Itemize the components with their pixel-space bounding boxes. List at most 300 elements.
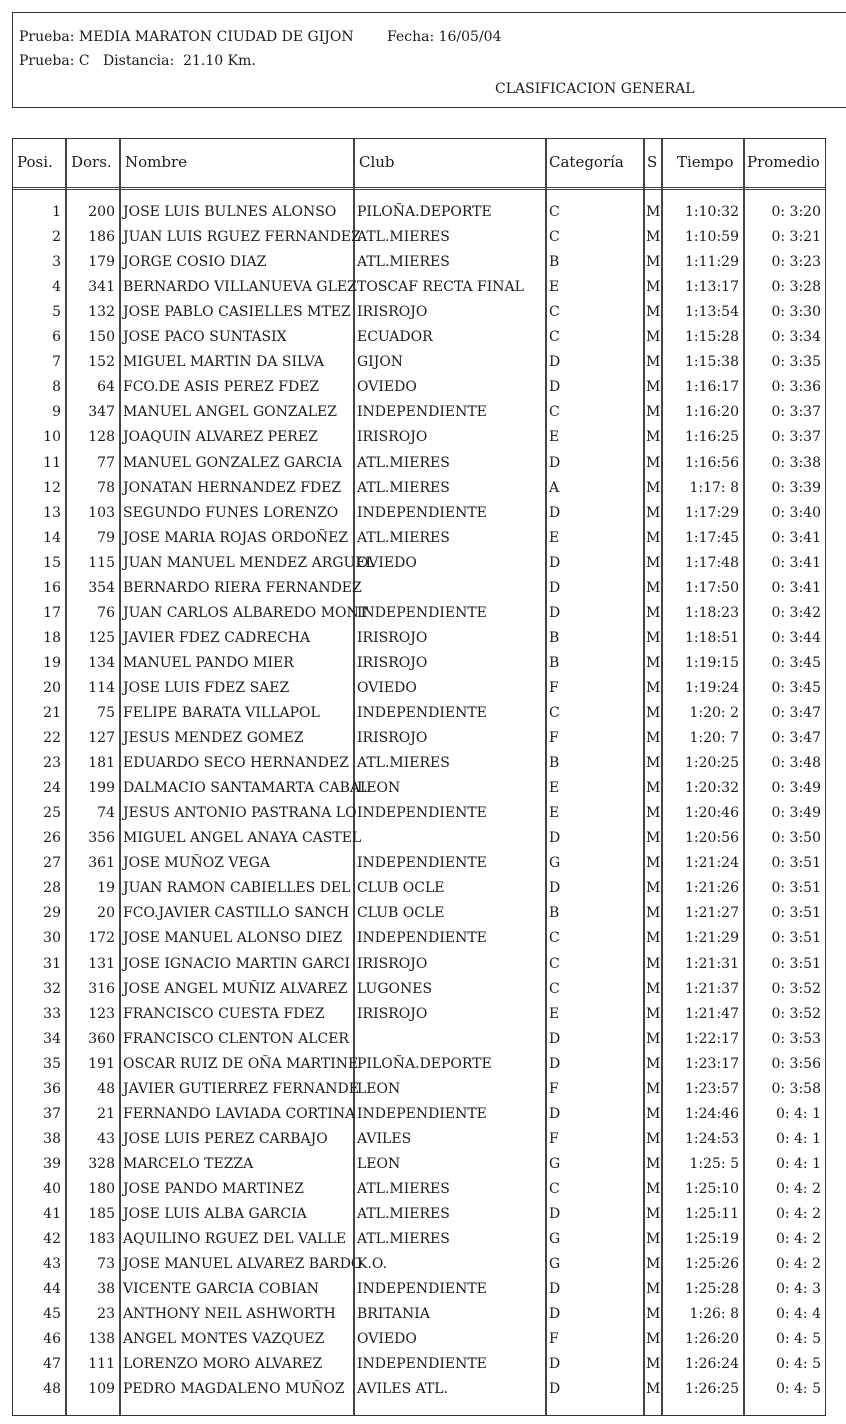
cell-tiempo: 1:23:57 bbox=[685, 1080, 739, 1097]
cell-promedio: 0: 3:52 bbox=[771, 1005, 821, 1022]
cell-tiempo: 1:13:17 bbox=[685, 279, 739, 296]
cell-posi: 43 bbox=[43, 1256, 61, 1273]
cell-dors: 109 bbox=[88, 1381, 115, 1398]
cell-posi: 44 bbox=[43, 1281, 61, 1298]
cell-club: LEON bbox=[357, 1080, 401, 1097]
cell-nombre: SEGUNDO FUNES LORENZO bbox=[123, 504, 339, 521]
cell-posi: 15 bbox=[43, 554, 61, 571]
table-row bbox=[13, 902, 825, 927]
cell-sexo: M bbox=[646, 880, 661, 897]
cell-sexo: M bbox=[646, 1356, 661, 1373]
results-table bbox=[12, 138, 826, 1416]
table-row bbox=[13, 527, 825, 552]
cell-posi: 23 bbox=[43, 755, 61, 772]
cell-promedio: 0: 3:53 bbox=[771, 1030, 821, 1047]
cell-posi: 30 bbox=[43, 930, 61, 947]
table-row bbox=[13, 1103, 825, 1128]
table-row bbox=[13, 1278, 825, 1303]
cell-tiempo: 1:20:46 bbox=[685, 805, 739, 822]
cell-promedio: 0: 3:42 bbox=[771, 604, 821, 621]
cell-categoria: C bbox=[549, 955, 560, 972]
cell-posi: 13 bbox=[43, 504, 61, 521]
cell-dors: 354 bbox=[88, 579, 115, 596]
cell-dors: 20 bbox=[97, 905, 115, 922]
cell-categoria: B bbox=[549, 905, 560, 922]
cell-dors: 76 bbox=[97, 604, 115, 621]
cell-dors: 64 bbox=[97, 379, 115, 396]
cell-categoria: D bbox=[549, 454, 561, 471]
cell-posi: 5 bbox=[52, 304, 61, 321]
cell-nombre: JOSE MUÑOZ VEGA bbox=[123, 855, 271, 872]
cell-promedio: 0: 3:51 bbox=[771, 855, 821, 872]
cell-tiempo: 1:22:17 bbox=[685, 1030, 739, 1047]
cell-promedio: 0: 3:45 bbox=[771, 654, 821, 671]
cell-promedio: 0: 3:41 bbox=[771, 529, 821, 546]
cell-tiempo: 1:17:29 bbox=[685, 504, 739, 521]
cell-sexo: M bbox=[646, 454, 661, 471]
cell-promedio: 0: 3:47 bbox=[771, 730, 821, 747]
cell-club: K.O. bbox=[357, 1256, 388, 1273]
cell-tiempo: 1:16:17 bbox=[685, 379, 739, 396]
cell-categoria: D bbox=[549, 1206, 561, 1222]
cell-promedio: 0: 3:21 bbox=[771, 229, 821, 246]
table-row bbox=[13, 351, 825, 376]
cell-posi: 41 bbox=[43, 1206, 61, 1222]
table-row bbox=[13, 226, 825, 251]
cell-dors: 316 bbox=[88, 980, 115, 997]
cell-tiempo: 1:15:28 bbox=[685, 329, 739, 346]
cell-sexo: M bbox=[646, 1030, 661, 1047]
cell-nombre: MARCELO TEZZA bbox=[123, 1155, 254, 1172]
cell-posi: 17 bbox=[43, 604, 61, 621]
cell-categoria: F bbox=[549, 679, 559, 696]
cell-club: TOSCAF RECTA FINAL bbox=[357, 279, 524, 296]
cell-dors: 132 bbox=[88, 304, 115, 321]
cell-promedio: 0: 3:51 bbox=[771, 930, 821, 947]
cell-sexo: M bbox=[646, 429, 661, 446]
cell-nombre: FCO.DE ASIS PEREZ FDEZ bbox=[123, 379, 320, 396]
cell-club: LEON bbox=[357, 780, 401, 797]
cell-nombre: DALMACIO SANTAMARTA CABAL bbox=[123, 780, 370, 797]
cell-tiempo: 1:25:19 bbox=[685, 1231, 739, 1248]
cell-dors: 48 bbox=[97, 1080, 115, 1097]
cell-sexo: M bbox=[646, 604, 661, 621]
cell-club: ATL.MIERES bbox=[357, 454, 450, 471]
cell-club: INDEPENDIENTE bbox=[357, 604, 487, 621]
cell-club: BRITANIA bbox=[357, 1306, 430, 1323]
cell-sexo: M bbox=[646, 1180, 661, 1197]
cell-club: ATL.MIERES bbox=[357, 479, 450, 496]
cell-dors: 128 bbox=[88, 429, 115, 446]
cell-dors: 150 bbox=[88, 329, 115, 346]
cell-nombre: JOSE PACO SUNTASIX bbox=[123, 329, 287, 346]
cell-tiempo: 1:20: 2 bbox=[689, 705, 739, 721]
cell-promedio: 0: 3:37 bbox=[771, 429, 821, 446]
cell-posi: 27 bbox=[43, 855, 61, 872]
cell-promedio: 0: 4: 2 bbox=[775, 1231, 821, 1248]
cell-dors: 183 bbox=[88, 1231, 115, 1248]
cell-sexo: M bbox=[646, 254, 661, 271]
cell-club: PILOÑA.DEPORTE bbox=[357, 204, 492, 220]
cell-tiempo: 1:19:15 bbox=[685, 654, 739, 671]
cell-posi: 42 bbox=[43, 1231, 61, 1248]
cell-sexo: M bbox=[646, 705, 661, 721]
table-row bbox=[13, 1153, 825, 1178]
table-row bbox=[13, 1353, 825, 1378]
cell-club: ECUADOR bbox=[357, 329, 433, 346]
cell-sexo: M bbox=[646, 379, 661, 396]
cell-sexo: M bbox=[646, 579, 661, 596]
cell-nombre: MIGUEL MARTIN DA SILVA bbox=[123, 354, 324, 371]
table-row bbox=[13, 802, 825, 827]
table-row bbox=[13, 627, 825, 652]
cell-dors: 78 bbox=[97, 479, 115, 496]
cell-nombre: MANUEL GONZALEZ GARCIA bbox=[123, 454, 343, 471]
cell-club: AVILES ATL. bbox=[357, 1381, 449, 1398]
cell-tiempo: 1:21:26 bbox=[685, 880, 739, 897]
cell-dors: 186 bbox=[88, 229, 115, 246]
cell-dors: 199 bbox=[88, 780, 115, 797]
cell-nombre: JORGE COSIO DIAZ bbox=[123, 254, 267, 271]
cell-dors: 341 bbox=[88, 279, 115, 296]
cell-nombre: JONATAN HERNANDEZ FDEZ bbox=[123, 479, 342, 496]
cell-dors: 125 bbox=[88, 629, 115, 646]
cell-club: PILOÑA.DEPORTE bbox=[357, 1055, 492, 1072]
cell-tiempo: 1:25:10 bbox=[685, 1180, 739, 1197]
table-row bbox=[13, 652, 825, 677]
cell-promedio: 0: 3:20 bbox=[771, 204, 821, 220]
cell-dors: 134 bbox=[88, 654, 115, 671]
cell-nombre: BERNARDO RIERA FERNANDEZ bbox=[123, 579, 362, 596]
cell-nombre: JOSE MARIA ROJAS ORDOÑEZ bbox=[123, 529, 349, 546]
cell-nombre: JOSE IGNACIO MARTIN GARCI bbox=[123, 955, 350, 972]
table-row bbox=[13, 426, 825, 451]
cell-categoria: F bbox=[549, 1130, 559, 1147]
cell-categoria: F bbox=[549, 730, 559, 747]
cell-club: INDEPENDIENTE bbox=[357, 855, 487, 872]
header-dors: Dors. bbox=[71, 153, 112, 171]
cell-sexo: M bbox=[646, 229, 661, 246]
cell-nombre: JOSE MANUEL ALONSO DIEZ bbox=[123, 930, 343, 947]
cell-nombre: JUAN RAMON CABIELLES DEL bbox=[123, 880, 351, 897]
cell-posi: 1 bbox=[52, 204, 61, 220]
cell-dors: 23 bbox=[97, 1306, 115, 1323]
table-row bbox=[13, 727, 825, 752]
cell-club: IRISROJO bbox=[357, 304, 428, 321]
cell-club: INDEPENDIENTE bbox=[357, 705, 487, 721]
cell-promedio: 0: 3:34 bbox=[771, 329, 821, 346]
table-row bbox=[13, 201, 825, 226]
cell-categoria: C bbox=[549, 404, 560, 421]
cell-posi: 7 bbox=[52, 354, 61, 371]
cell-categoria: D bbox=[549, 1105, 561, 1122]
cell-club: IRISROJO bbox=[357, 1005, 428, 1022]
cell-dors: 114 bbox=[88, 679, 115, 696]
cell-sexo: M bbox=[646, 1281, 661, 1298]
cell-nombre: OSCAR RUIZ DE OÑA MARTINE bbox=[123, 1055, 359, 1072]
cell-nombre: FRANCISCO CLENTON ALCER bbox=[123, 1030, 349, 1047]
classification-title: CLASIFICACION GENERAL bbox=[495, 81, 695, 97]
cell-club: ATL.MIERES bbox=[357, 254, 450, 271]
table-row bbox=[13, 1053, 825, 1078]
cell-dors: 356 bbox=[88, 830, 115, 847]
cell-sexo: M bbox=[646, 679, 661, 696]
cell-nombre: EDUARDO SECO HERNANDEZ bbox=[123, 755, 349, 772]
cell-promedio: 0: 3:51 bbox=[771, 905, 821, 922]
cell-club: IRISROJO bbox=[357, 629, 428, 646]
cell-club: INDEPENDIENTE bbox=[357, 1105, 487, 1122]
cell-tiempo: 1:20:25 bbox=[685, 755, 739, 772]
cell-promedio: 0: 4: 5 bbox=[775, 1356, 821, 1373]
cell-tiempo: 1:25:11 bbox=[685, 1206, 739, 1222]
table-row bbox=[13, 552, 825, 577]
cell-tiempo: 1:21:29 bbox=[685, 930, 739, 947]
cell-dors: 123 bbox=[88, 1005, 115, 1022]
table-row bbox=[13, 1303, 825, 1328]
cell-categoria: D bbox=[549, 880, 561, 897]
cell-sexo: M bbox=[646, 805, 661, 822]
cell-dors: 361 bbox=[88, 855, 115, 872]
cell-club: INDEPENDIENTE bbox=[357, 1356, 487, 1373]
table-row bbox=[13, 1253, 825, 1278]
cell-club: INDEPENDIENTE bbox=[357, 504, 487, 521]
cell-tiempo: 1:13:54 bbox=[685, 304, 739, 321]
cell-tiempo: 1:21:24 bbox=[685, 855, 739, 872]
cell-tiempo: 1:10:59 bbox=[685, 229, 739, 246]
cell-dors: 111 bbox=[88, 1356, 115, 1373]
cell-tiempo: 1:25: 5 bbox=[689, 1155, 739, 1172]
cell-posi: 28 bbox=[43, 880, 61, 897]
cell-dors: 74 bbox=[97, 805, 115, 822]
cell-nombre: JOSE PABLO CASIELLES MTEZ bbox=[123, 304, 351, 321]
cell-dors: 127 bbox=[88, 730, 115, 747]
cell-categoria: C bbox=[549, 204, 560, 220]
cell-club: ATL.MIERES bbox=[357, 1180, 450, 1197]
cell-dors: 185 bbox=[88, 1206, 115, 1222]
cell-tiempo: 1:20:56 bbox=[685, 830, 739, 847]
cell-posi: 34 bbox=[43, 1030, 61, 1047]
cell-promedio: 0: 3:51 bbox=[771, 955, 821, 972]
cell-tiempo: 1:26:20 bbox=[685, 1331, 739, 1348]
cell-categoria: F bbox=[549, 1080, 559, 1097]
cell-promedio: 0: 4: 5 bbox=[775, 1381, 821, 1398]
cell-dors: 21 bbox=[97, 1105, 115, 1122]
cell-nombre: JOSE LUIS FDEZ SAEZ bbox=[123, 679, 290, 696]
cell-tiempo: 1:16:56 bbox=[685, 454, 739, 471]
cell-promedio: 0: 3:51 bbox=[771, 880, 821, 897]
cell-nombre: JOSE LUIS BULNES ALONSO bbox=[123, 204, 337, 220]
table-row bbox=[13, 452, 825, 477]
cell-promedio: 0: 3:30 bbox=[771, 304, 821, 321]
cell-categoria: B bbox=[549, 654, 560, 671]
cell-dors: 181 bbox=[88, 755, 115, 772]
cell-dors: 360 bbox=[88, 1030, 115, 1047]
cell-tiempo: 1:21:47 bbox=[685, 1005, 739, 1022]
cell-sexo: M bbox=[646, 755, 661, 772]
cell-nombre: JOSE LUIS PEREZ CARBAJO bbox=[123, 1130, 328, 1147]
table-row bbox=[13, 1003, 825, 1028]
cell-tiempo: 1:17: 8 bbox=[689, 479, 739, 496]
cell-posi: 12 bbox=[43, 479, 61, 496]
cell-posi: 46 bbox=[43, 1331, 61, 1348]
cell-promedio: 0: 3:49 bbox=[771, 780, 821, 797]
cell-nombre: ANTHONY NEIL ASHWORTH bbox=[123, 1306, 336, 1323]
table-row bbox=[13, 602, 825, 627]
cell-sexo: M bbox=[646, 204, 661, 220]
table-row bbox=[13, 1328, 825, 1353]
cell-nombre: JOSE LUIS ALBA GARCIA bbox=[123, 1206, 307, 1222]
cell-posi: 29 bbox=[43, 905, 61, 922]
cell-categoria: D bbox=[549, 354, 561, 371]
cell-promedio: 0: 3:45 bbox=[771, 679, 821, 696]
cell-club: IRISROJO bbox=[357, 654, 428, 671]
cell-sexo: M bbox=[646, 354, 661, 371]
cell-categoria: G bbox=[549, 1231, 561, 1248]
cell-posi: 48 bbox=[43, 1381, 61, 1398]
cell-sexo: M bbox=[646, 1231, 661, 1248]
table-row bbox=[13, 1228, 825, 1253]
cell-categoria: F bbox=[549, 1331, 559, 1348]
cell-posi: 19 bbox=[43, 654, 61, 671]
cell-promedio: 0: 4: 2 bbox=[775, 1180, 821, 1197]
cell-sexo: M bbox=[646, 1306, 661, 1323]
cell-nombre: JOSE MANUEL ALVAREZ BARDO bbox=[123, 1256, 363, 1273]
cell-categoria: D bbox=[549, 1356, 561, 1373]
cell-categoria: D bbox=[549, 579, 561, 596]
cell-promedio: 0: 3:40 bbox=[771, 504, 821, 521]
cell-dors: 138 bbox=[88, 1331, 115, 1348]
cell-dors: 180 bbox=[88, 1180, 115, 1197]
race-header bbox=[12, 12, 846, 108]
cell-posi: 45 bbox=[43, 1306, 61, 1323]
cell-sexo: M bbox=[646, 279, 661, 296]
cell-promedio: 0: 3:23 bbox=[771, 254, 821, 271]
cell-sexo: M bbox=[646, 329, 661, 346]
cell-nombre: BERNARDO VILLANUEVA GLEZ bbox=[123, 279, 357, 296]
cell-categoria: D bbox=[549, 604, 561, 621]
cell-posi: 22 bbox=[43, 730, 61, 747]
cell-tiempo: 1:26: 8 bbox=[689, 1306, 739, 1323]
cell-sexo: M bbox=[646, 730, 661, 747]
table-row bbox=[13, 852, 825, 877]
table-row bbox=[13, 953, 825, 978]
cell-dors: 152 bbox=[88, 354, 115, 371]
cell-nombre: PEDRO MAGDALENO MUÑOZ bbox=[123, 1381, 345, 1398]
cell-categoria: D bbox=[549, 830, 561, 847]
cell-categoria: D bbox=[549, 1381, 561, 1398]
cell-club: OVIEDO bbox=[357, 679, 417, 696]
cell-promedio: 0: 3:44 bbox=[771, 629, 821, 646]
cell-sexo: M bbox=[646, 930, 661, 947]
cell-nombre: FELIPE BARATA VILLAPOL bbox=[123, 705, 320, 721]
cell-dors: 172 bbox=[88, 930, 115, 947]
table-row bbox=[13, 326, 825, 351]
cell-dors: 115 bbox=[88, 554, 115, 571]
cell-club: INDEPENDIENTE bbox=[357, 404, 487, 421]
cell-tiempo: 1:17:48 bbox=[685, 554, 739, 571]
header-promedio: Promedio bbox=[747, 153, 820, 171]
cell-dors: 75 bbox=[97, 705, 115, 721]
cell-posi: 47 bbox=[43, 1356, 61, 1373]
cell-promedio: 0: 4: 1 bbox=[775, 1155, 821, 1172]
table-row bbox=[13, 401, 825, 426]
cell-sexo: M bbox=[646, 654, 661, 671]
table-row bbox=[13, 777, 825, 802]
cell-posi: 2 bbox=[52, 229, 61, 246]
race-name: Prueba: MEDIA MARATON CIUDAD DE GIJON bbox=[19, 29, 354, 45]
table-row bbox=[13, 702, 825, 727]
cell-nombre: JUAN CARLOS ALBAREDO MONT bbox=[123, 604, 369, 621]
cell-sexo: M bbox=[646, 1331, 661, 1348]
cell-categoria: D bbox=[549, 379, 561, 396]
cell-nombre: MANUEL PANDO MIER bbox=[123, 654, 294, 671]
cell-categoria: G bbox=[549, 855, 561, 872]
cell-club: ATL.MIERES bbox=[357, 1231, 450, 1248]
cell-categoria: B bbox=[549, 254, 560, 271]
cell-dors: 191 bbox=[88, 1055, 115, 1072]
table-row bbox=[13, 1378, 825, 1403]
cell-categoria: E bbox=[549, 279, 560, 296]
cell-categoria: A bbox=[549, 479, 560, 496]
header-club: Club bbox=[359, 153, 395, 171]
cell-sexo: M bbox=[646, 1256, 661, 1273]
cell-tiempo: 1:16:25 bbox=[685, 429, 739, 446]
table-row bbox=[13, 276, 825, 301]
cell-sexo: M bbox=[646, 479, 661, 496]
cell-promedio: 0: 3:38 bbox=[771, 454, 821, 471]
cell-promedio: 0: 3:56 bbox=[771, 1055, 821, 1072]
cell-club: INDEPENDIENTE bbox=[357, 1281, 487, 1298]
cell-promedio: 0: 3:41 bbox=[771, 579, 821, 596]
cell-sexo: M bbox=[646, 1080, 661, 1097]
cell-club: INDEPENDIENTE bbox=[357, 930, 487, 947]
cell-sexo: M bbox=[646, 1155, 661, 1172]
cell-categoria: D bbox=[549, 1306, 561, 1323]
cell-nombre: JAVIER GUTIERREZ FERNANDE bbox=[123, 1080, 359, 1097]
table-row bbox=[13, 1203, 825, 1228]
cell-categoria: C bbox=[549, 329, 560, 346]
cell-categoria: C bbox=[549, 229, 560, 246]
cell-posi: 11 bbox=[43, 454, 61, 471]
cell-posi: 21 bbox=[43, 705, 61, 721]
header-tiempo: Tiempo bbox=[677, 153, 734, 171]
table-row bbox=[13, 978, 825, 1003]
cell-promedio: 0: 3:35 bbox=[771, 354, 821, 371]
cell-club: INDEPENDIENTE bbox=[357, 805, 487, 822]
cell-promedio: 0: 3:49 bbox=[771, 805, 821, 822]
cell-tiempo: 1:20: 7 bbox=[689, 730, 739, 747]
cell-promedio: 0: 3:39 bbox=[771, 479, 821, 496]
cell-tiempo: 1:11:29 bbox=[685, 254, 739, 271]
cell-promedio: 0: 3:37 bbox=[771, 404, 821, 421]
cell-dors: 103 bbox=[88, 504, 115, 521]
cell-promedio: 0: 4: 1 bbox=[775, 1105, 821, 1122]
cell-tiempo: 1:19:24 bbox=[685, 679, 739, 696]
cell-tiempo: 1:16:20 bbox=[685, 404, 739, 421]
cell-nombre: JUAN MANUEL MENDEZ ARGUEL bbox=[123, 554, 375, 571]
cell-posi: 20 bbox=[43, 679, 61, 696]
cell-categoria: E bbox=[549, 429, 560, 446]
cell-tiempo: 1:20:32 bbox=[685, 780, 739, 797]
cell-dors: 200 bbox=[88, 204, 115, 220]
cell-nombre: JOAQUIN ALVAREZ PEREZ bbox=[123, 429, 318, 446]
cell-promedio: 0: 4: 2 bbox=[775, 1256, 821, 1273]
cell-club: IRISROJO bbox=[357, 955, 428, 972]
cell-sexo: M bbox=[646, 554, 661, 571]
table-row bbox=[13, 752, 825, 777]
cell-tiempo: 1:18:23 bbox=[685, 604, 739, 621]
cell-nombre: FRANCISCO CUESTA FDEZ bbox=[123, 1005, 325, 1022]
